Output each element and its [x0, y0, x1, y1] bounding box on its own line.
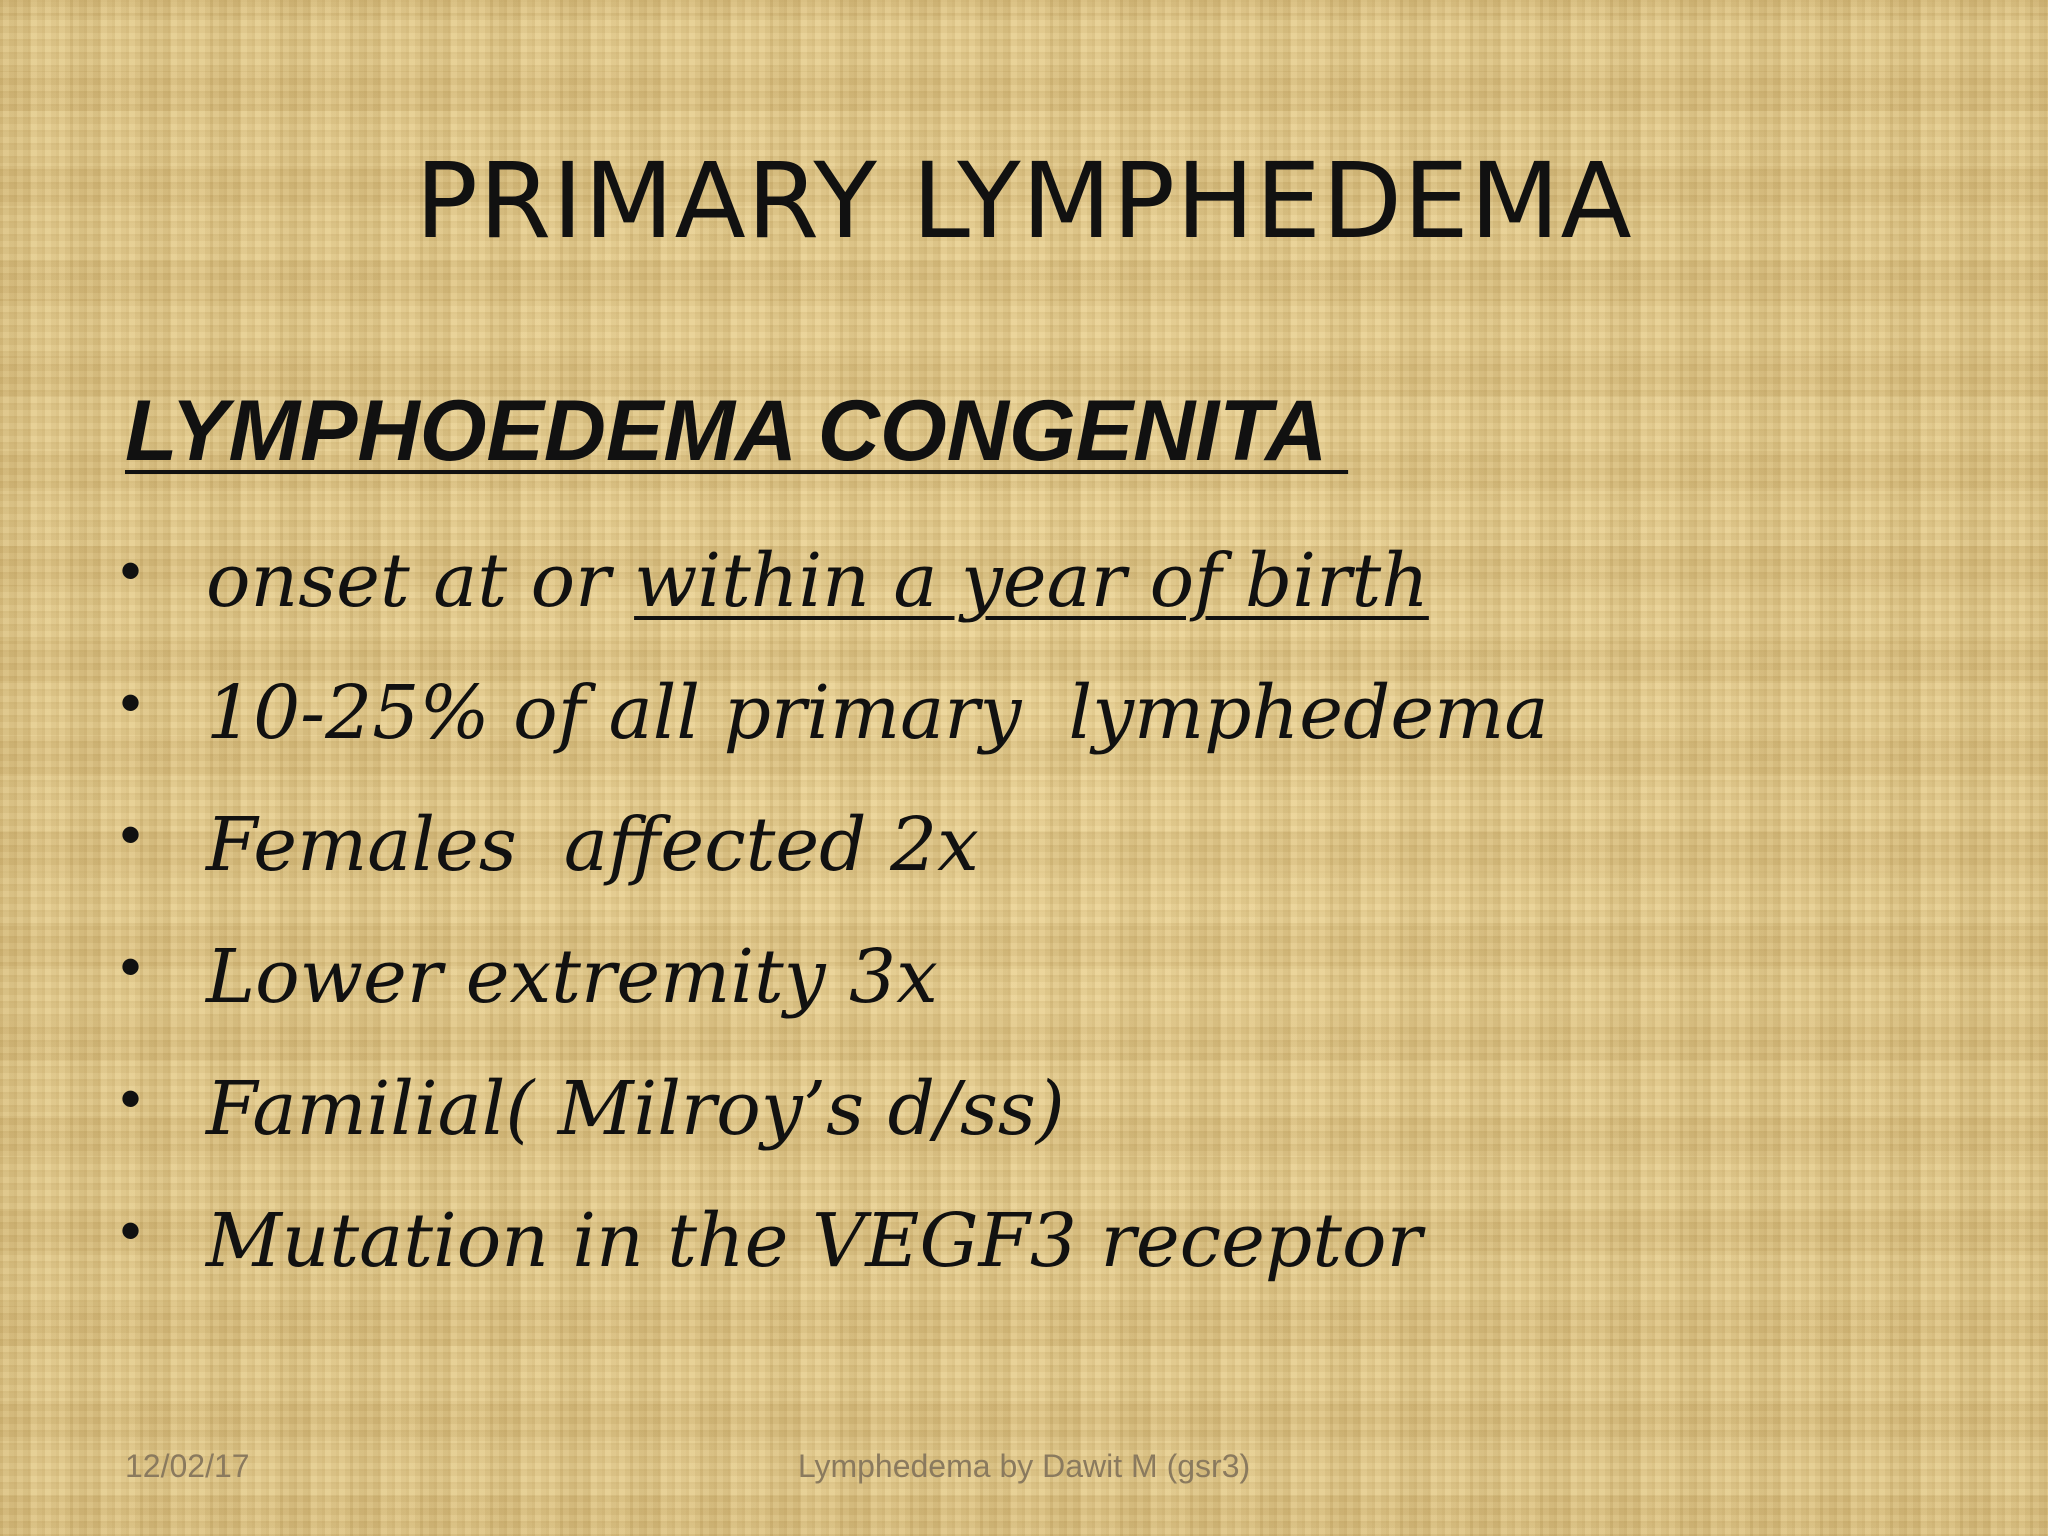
bullet-item-mutation — [120, 1175, 1548, 1307]
section-heading: LYMPHOEDEMA CONGENITA — [125, 383, 1349, 479]
bullet-list — [120, 515, 1548, 1307]
bullet-text-plain: onset at or — [206, 538, 635, 624]
bullet-text — [206, 538, 1429, 624]
bullet-icon: • — [120, 537, 142, 604]
footer-date: 12/02/17 — [125, 1448, 250, 1484]
bullet-text: Familial( Milroy’s d/ss) — [206, 1066, 1065, 1152]
bullet-icon: • — [120, 1197, 142, 1264]
bullet-item-familial — [120, 1043, 1548, 1175]
bullet-icon: • — [120, 801, 142, 868]
bullet-item-percentage — [120, 647, 1548, 779]
bullet-text-underlined: within a year of birth — [634, 538, 1429, 624]
bullet-icon: • — [120, 1065, 142, 1132]
bullet-icon: • — [120, 933, 142, 1000]
bullet-text: Mutation in the VEGF3 receptor — [206, 1198, 1422, 1284]
slide-title: PRIMARY LYMPHEDEMA — [415, 140, 1633, 262]
bullet-text: 10-25% of all primary lymphedema — [206, 670, 1549, 756]
bullet-text: Females affected 2x — [206, 802, 979, 888]
bullet-icon: • — [120, 669, 142, 736]
bullet-text: Lower extremity 3x — [206, 934, 938, 1020]
bullet-item-onset — [120, 515, 1548, 647]
footer-author: Lymphedema by Dawit M (gsr3) — [797, 1448, 1251, 1484]
bullet-item-lower-extremity — [120, 911, 1548, 1043]
bullet-item-females — [120, 779, 1548, 911]
